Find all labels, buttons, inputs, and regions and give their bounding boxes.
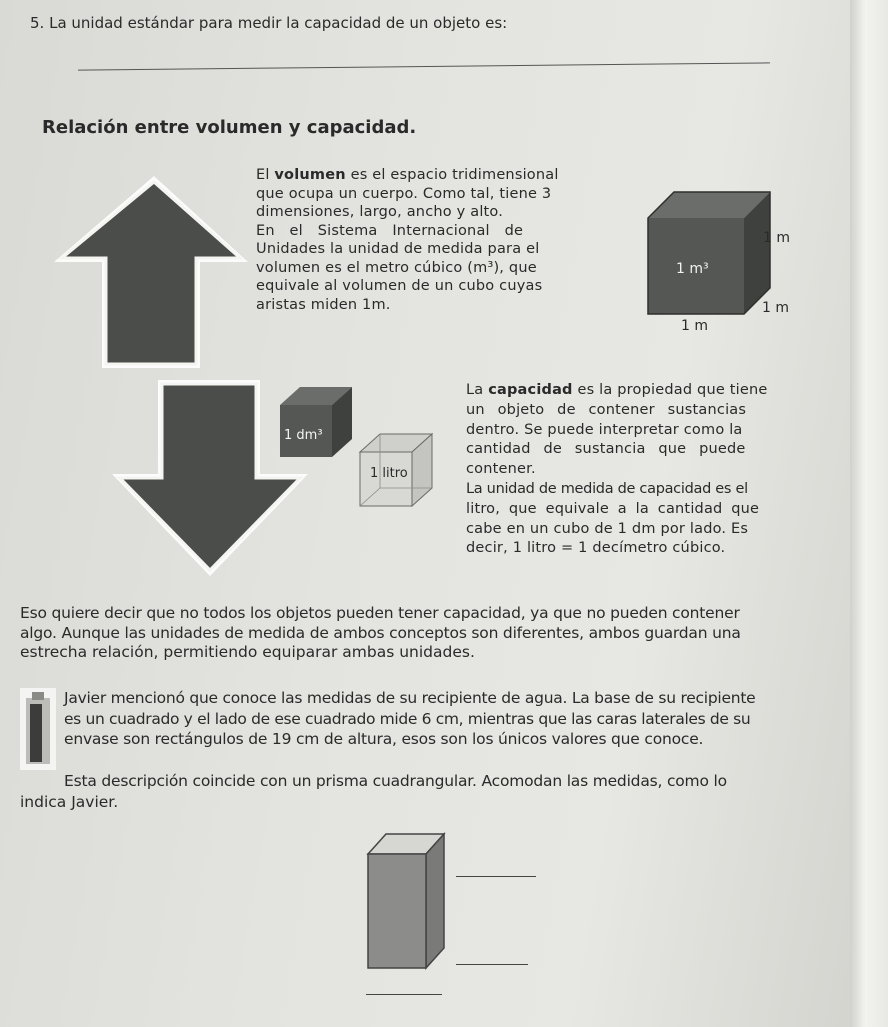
cube-edge-right-label: 1 m xyxy=(763,230,790,246)
blank-line-side xyxy=(456,964,528,965)
capacity-line: La unidad de medida de capacidad es el xyxy=(466,480,748,497)
page-edge xyxy=(850,0,888,1027)
volume-lead: El xyxy=(256,167,275,183)
volume-line: dimensiones, largo, ancho y alto. xyxy=(256,204,504,220)
cube-edge-bottom-label: 1 m xyxy=(681,318,708,334)
capacity-line: un objeto de contener sustancias xyxy=(466,401,747,418)
volume-line: Unidades la unidad de medida para el xyxy=(256,241,540,257)
section-title: Relación entre volumen y capacidad. xyxy=(42,117,417,138)
cubic-decimeter-cube xyxy=(278,385,354,461)
blank-line-base xyxy=(366,994,442,995)
javier-line: Javier mencionó que conoce las medidas de su recipiente de agua. La base de su recipiente xyxy=(64,689,756,707)
relation-paragraph xyxy=(20,604,880,663)
capacity-line: litro, que equivale a la cantidad que xyxy=(466,500,760,517)
capacity-line: contener. xyxy=(466,461,536,478)
volume-line: En el Sistema Internacional de xyxy=(256,222,524,239)
question-5 xyxy=(30,14,507,32)
cube-edge-bottom-right-label: 1 m xyxy=(762,300,789,316)
blank-line-height xyxy=(456,876,536,877)
capacity-lead: La xyxy=(466,382,489,398)
dark-cube-label: 1 dm³ xyxy=(284,428,323,443)
volume-line-1 xyxy=(256,166,596,185)
question-number: 5. xyxy=(30,14,45,32)
volume-line: volumen es el metro cúbico (m³), que xyxy=(256,259,537,276)
capacity-line-1 xyxy=(466,381,816,401)
description-paragraph xyxy=(20,771,880,813)
cubic-meter-cube xyxy=(640,190,780,325)
capacity-paragraph xyxy=(466,381,816,559)
capacity-line: dentro. Se puede interpretar como la xyxy=(466,421,743,438)
capacity-line: cabe en un cubo de 1 dm por lado. Es xyxy=(466,520,749,537)
capacity-term: capacidad xyxy=(488,382,573,398)
relation-line: Eso quiere decir que no todos los objetos pueden tener capacidad, ya que no pueden contener xyxy=(20,604,740,622)
glass-cube-label: 1 litro xyxy=(370,466,408,481)
volume-line: aristas miden 1m. xyxy=(256,296,391,313)
capacity-line: cantidad de sustancia que puede xyxy=(466,441,746,458)
square-prism-diagram xyxy=(364,832,448,972)
volume-line: que ocupa un cuerpo. Como tal, tiene 3 xyxy=(256,185,552,202)
javier-line: envase son rectángulos de 19 cm de altura, esos son los únicos valores que conoce. xyxy=(64,730,704,748)
volume-term: volumen xyxy=(274,167,346,183)
description-line: indica Javier. xyxy=(20,793,119,811)
water-container-image xyxy=(20,688,58,770)
volume-line: equivale al volumen de un cubo cuyas xyxy=(256,278,543,294)
up-arrow-icon xyxy=(52,174,252,374)
cube-volume-label: 1 m³ xyxy=(676,261,709,277)
capacity-line-text: es la propiedad que tiene xyxy=(577,382,768,398)
capacity-line: decir, 1 litro = 1 decímetro cúbico. xyxy=(466,540,726,557)
javier-line: es un cuadrado y el lado de ese cuadrado mide 6 cm, mientras que las caras laterales de su xyxy=(64,709,751,728)
answer-line xyxy=(78,62,770,70)
description-line: Esta descripción coincide con un prisma cuadrangular. Acomodan las medidas, como lo xyxy=(64,772,727,790)
javier-paragraph xyxy=(64,688,880,750)
volume-line-text: es el espacio tridimensional xyxy=(350,167,559,183)
relation-line: algo. Aunque las unidades de medida de ambos conceptos son diferentes, ambos guardan una xyxy=(20,623,741,642)
question-text: La unidad estándar para medir la capacidad de un objeto es: xyxy=(49,14,508,32)
volume-paragraph xyxy=(256,166,596,314)
relation-line: estrecha relación, permitiendo equiparar ambas unidades. xyxy=(20,643,475,661)
